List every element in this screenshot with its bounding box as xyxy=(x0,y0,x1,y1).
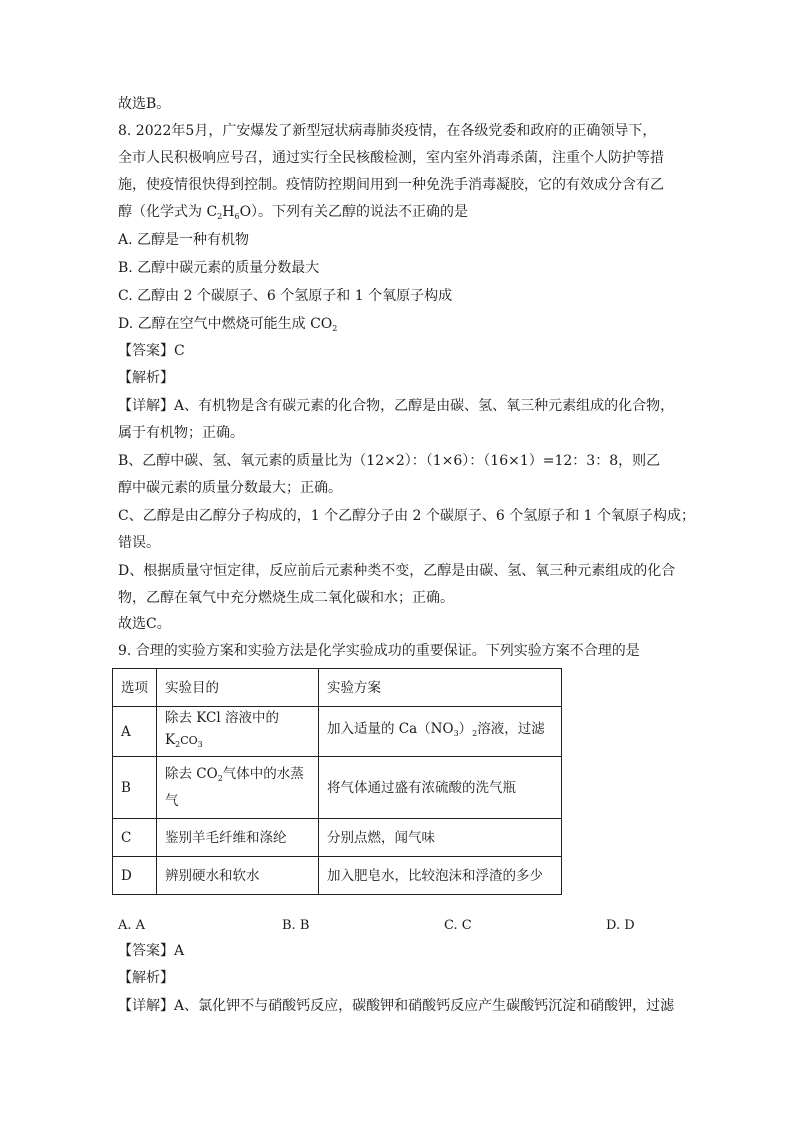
table-row-c xyxy=(113,819,562,857)
q9-option-c: C. C xyxy=(444,918,472,933)
row-b-plan: 将气体通过盛有浓硫酸的洗气瓶 xyxy=(319,757,562,819)
row-a-option: A xyxy=(113,707,157,757)
q9-option-d: D. D xyxy=(606,918,635,933)
q8-analysis-label: 【解析】 xyxy=(118,370,174,386)
q8-stem-line1: 8. 2022年5月，广安爆发了新型冠状病毒肺炎疫情，在各级党委和政府的正确领导下， xyxy=(118,123,657,139)
header-option: 选项 xyxy=(113,669,157,707)
q8-option-d: D. 乙醇在空气中燃烧可能生成 $CO_2$ xyxy=(118,316,338,333)
q8-detail-d-line2: 物，乙醇在氧气中充分燃烧生成二氧化碳和水；正确。 xyxy=(118,590,454,606)
q8-detail-b-line2: 醇中碳元素的质量分数最大；正确。 xyxy=(118,480,342,496)
q8-answer: 【答案】C xyxy=(118,343,185,359)
q8-stem-line2: 全市人民积极响应号召，通过实行全民核酸检测，室内室外消毒杀菌，注重个人防护等措 xyxy=(118,150,664,166)
table-row-b xyxy=(113,757,562,819)
previous-conclusion: 故选B。 xyxy=(118,96,171,112)
q8-option-a: A. 乙醇是一种有机物 xyxy=(118,232,250,248)
q9-experiment-table xyxy=(112,668,562,895)
q8-detail-b-line1: B、乙醇中碳、氢、氧元素的质量比为（12×2）：（1×6）：（16×1）=12：3：8，则乙 xyxy=(118,453,661,469)
q8-stem-line4: 醇（化学式为 $C_2H_6O$）。下列有关乙醇的说法不正确的是 xyxy=(118,204,469,221)
q9-answer: 【答案】A xyxy=(118,943,185,959)
table-row-a xyxy=(113,707,562,757)
row-b-option: B xyxy=(113,757,157,819)
q8-detail-a-line1: 【详解】A、有机物是含有碳元素的化合物，乙醇是由碳、氢、氧三种元素组成的化合物， xyxy=(118,398,675,414)
q9-stem: 9. 合理的实验方案和实验方法是化学实验成功的重要保证。下列实验方案不合理的是 xyxy=(118,643,640,659)
row-a-plan: 加入适量的 $Ca(NO_3)_2$溶液，过滤 xyxy=(319,707,562,757)
row-b-purpose: 除去 $CO_2$气体中的水蒸 气 xyxy=(157,757,319,819)
q8-option-c: C. 乙醇由 2 个碳原子、6 个氢原子和 1 个氧原子构成 xyxy=(118,288,453,304)
q8-detail-a-line2: 属于有机物；正确。 xyxy=(118,425,244,441)
q9-analysis-label: 【解析】 xyxy=(118,970,174,986)
q9-detail-a-line1: 【详解】A、氯化钾不与硝酸钙反应，碳酸钾和硝酸钙反应产生碳酸钙沉淀和硝酸钾，过滤 xyxy=(118,998,675,1014)
row-c-purpose: 鉴别羊毛纤维和涤纶 xyxy=(157,819,319,857)
row-d-purpose: 辨别硬水和软水 xyxy=(157,857,319,895)
q8-detail-c-line2: 错误。 xyxy=(118,535,160,551)
header-purpose: 实验目的 xyxy=(157,669,319,707)
table-header-row xyxy=(113,669,562,707)
q8-detail-d-line1: D、根据质量守恒定律，反应前后元素种类不变，乙醇是由碳、氢、氧三种元素组成的化合 xyxy=(118,563,676,579)
q8-detail-c-line1: C、乙醇是由乙醇分子构成的，1 个乙醇分子由 2 个碳原子、6 个氢原子和 1 个氧原子构成； xyxy=(118,508,696,524)
q8-stem-line3: 施，使疫情很快得到控制。疫情防控期间用到一种免洗手消毒凝胶，它的有效成分含有乙 xyxy=(118,177,664,193)
header-plan: 实验方案 xyxy=(319,669,562,707)
row-d-option: D xyxy=(113,857,157,895)
q9-option-b: B. B xyxy=(282,918,310,933)
q8-option-b: B. 乙醇中碳元素的质量分数最大 xyxy=(118,260,320,276)
table-row-d xyxy=(113,857,562,895)
row-d-plan: 加入肥皂水，比较泡沫和浮渣的多少 xyxy=(319,857,562,895)
q8-conclusion: 故选C。 xyxy=(118,616,171,632)
row-c-plan: 分别点燃，闻气味 xyxy=(319,819,562,857)
q9-option-a: A. A xyxy=(118,918,146,933)
row-c-option: C xyxy=(113,819,157,857)
row-a-purpose: 除去 KCl 溶液中的 $K_2CO_3$ xyxy=(157,707,319,757)
